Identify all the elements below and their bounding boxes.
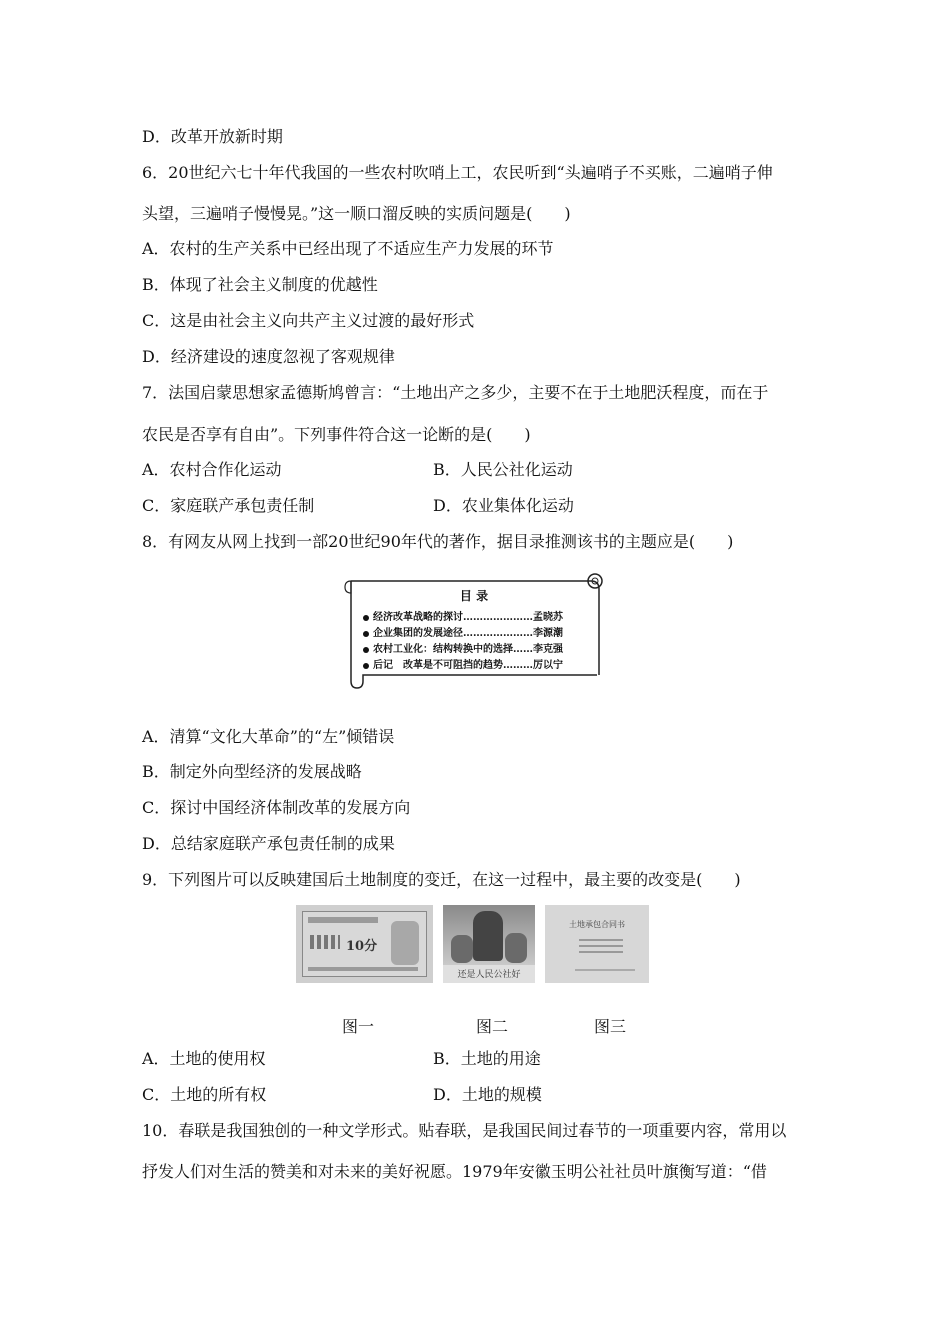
q7-option-d: D．农业集体化运动	[433, 496, 574, 515]
q8-option-a: A．清算“文化大革命”的“左”倾错误	[142, 727, 395, 746]
contract-title: 土地承包合同书	[569, 920, 625, 929]
q8-option-d: D．总结家庭联产承包责任制的成果	[142, 834, 395, 853]
q7-stem-line2: 农民是否享有自由”。下列事件符合这一论断的是( )	[142, 425, 531, 444]
toc-title: 目 录	[459, 589, 489, 603]
q8-stem: 8．有网友从网上找到一部20世纪90年代的著作，据目录推测该书的主题应是( )	[142, 532, 734, 551]
bullet-icon	[363, 647, 369, 653]
ticket-value: 10分	[346, 939, 378, 954]
q9-option-d: D．土地的规模	[433, 1085, 542, 1104]
q10-line1: 10．春联是我国独创的一种文学形式。贴春联，是我国民间过春节的一项重要内容，常用以	[142, 1121, 787, 1140]
q8-option-c: C．探讨中国经济体制改革的发展方向	[142, 798, 411, 817]
caption-figure-2: 图二	[476, 1017, 509, 1036]
q7-option-c: C．家庭联产承包责任制	[142, 496, 315, 515]
q6-stem-line1: 6．20世纪六七十年代我国的一些农村吹哨上工，农民听到“头遍哨子不买账，二遍哨子伸	[142, 163, 773, 182]
toc-item: 农村工业化：结构转换中的选择……李克强	[363, 640, 563, 655]
caption-figure-1: 图一	[342, 1017, 375, 1036]
bullet-icon	[363, 631, 369, 637]
q7-option-b: B．人民公社化运动	[433, 460, 573, 479]
bullet-icon	[363, 615, 369, 621]
toc-item: 经济改革战略的探讨…………………孟晓苏	[363, 608, 563, 623]
photo-land-contract	[545, 905, 649, 983]
q6-stem-line2: 头望，三遍哨子慢慢晃。”这一顺口溜反映的实质问题是( )	[142, 204, 571, 223]
q7-stem-line1: 7．法国启蒙思想家孟德斯鸠曾言：“土地出产之多少，主要不在于土地肥沃程度，而在于	[142, 383, 769, 402]
q9-option-a: A．土地的使用权	[142, 1049, 266, 1068]
toc-item: 后记 改革是不可阻挡的趋势………厉以宁	[363, 656, 563, 671]
photo-work-point-ticket	[296, 905, 433, 983]
caption-figure-3: 图三	[594, 1017, 627, 1036]
toc-item: 企业集团的发展途径…………………李源潮	[363, 624, 563, 639]
q6-option-a: A．农村的生产关系中已经出现了不适应生产力发展的环节	[142, 239, 554, 258]
q7-option-a: A．农村合作化运动	[142, 460, 282, 479]
q6-option-d: D．经济建设的速度忽视了客观规律	[142, 347, 395, 366]
q9-option-b: B．土地的用途	[433, 1049, 541, 1068]
bullet-icon	[363, 663, 369, 669]
q9-stem: 9．下列图片可以反映建国后土地制度的变迁，在这一过程中，最主要的改变是( )	[142, 870, 741, 889]
table-of-contents-scroll	[343, 571, 605, 690]
q9-option-c: C．土地的所有权	[142, 1085, 267, 1104]
photo-commune-poster	[443, 905, 535, 983]
q6-option-b: B．体现了社会主义制度的优越性	[142, 275, 378, 294]
q10-line2: 抒发人们对生活的赞美和对未来的美好祝愿。1979年安徽玉明公社社员叶旗衡写道：“借	[142, 1162, 767, 1181]
poster-caption: 还是人民公社好	[457, 970, 521, 980]
q8-option-b: B．制定外向型经济的发展战略	[142, 762, 362, 781]
q6-option-c: C．这是由社会主义向共产主义过渡的最好形式	[142, 311, 475, 330]
q5-option-d: D．改革开放新时期	[142, 127, 283, 146]
